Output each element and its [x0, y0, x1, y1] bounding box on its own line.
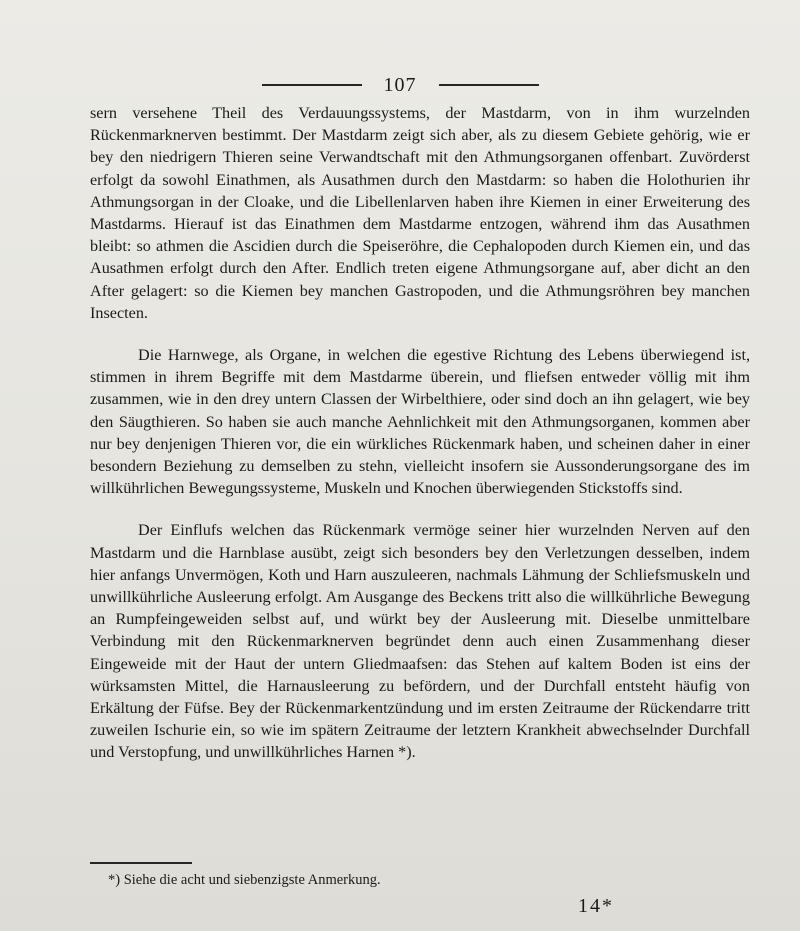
paragraph-2: Die Harnwege, als Organe, in welchen die egestive Richtung des Lebens überwiegend ist, stimmen in ihrem Begriffe mit dem Mastdarme überein, und fliefsen entweder völlig mit ihm zusammen, wie in den drey untern Classen der Wirbelthiere, oder sind doch an ihn gelagert, wie bey den Säugthieren. So haben sie auch manche Aehnlichkeit mit den Athmungsorganen, kommen aber nur bey denjenigen Thieren vor, die ein würkliches Rückenmark haben, und scheinen daher in einer besondern Beziehung zu demselben zu stehn, vielleicht insofern sie Aussonderungsorgane des im willkührlichen Bewegungssysteme, Muskeln und Knochen überwiegenden Stickstoffs sind. [90, 346, 750, 498]
header-rule-right [439, 84, 539, 86]
footnote: *) Siehe die acht und siebenzigste Anmerkung. [108, 872, 381, 888]
paragraph-1: sern versehene Theil des Verdauungssystems, der Mastdarm, von in ihm wurzelnden Rückenmarknerven bestimmt. Der Mastdarm zeigt sich aber, als zu diesem Gebiete gehörig, wie er bey den niedrigern Thieren seine Verwandtschaft mit den Athmungsorganen offenbart. Zuvörderst erfolgt da sowohl Einathmen, als Ausathmen durch den Mastdarm: so haben die Holothurien ihr Athmungsorgan in der Cloake, und die Libellenlarven haben ihre Kiemen in einer Erweiterung des Mastdarms. Hierauf ist das Einathmen dem Mastdarme entzogen, während ihm das Ausathmen bleibt: so athmen die Ascidien durch die Speiseröhre, die Cephalopoden durch Kiemen ein, und das Ausathmen erfolgt durch den After. Endlich treten eigene Athmungsorgane auf, aber dicht an den After gelagert: so die Kiemen bey manchen Gastropoden, und die Athmungsröhren bey manchen Insecten. [90, 104, 750, 322]
header-rule-left [262, 84, 362, 86]
body-text [90, 102, 750, 784]
page-number: 107 [383, 73, 417, 96]
footnote-rule [90, 862, 192, 864]
signature-mark: 14* [578, 895, 614, 917]
page-header [0, 70, 800, 100]
paragraph-3: Der Einflufs welchen das Rückenmark vermöge seiner hier wurzelnden Nerven auf den Mastdarm und die Harnblase ausübt, zeigt sich besonders bey den Verletzungen desselben, indem hier anfangs Unvermögen, Koth und Harn auszuleeren, nachmals Lähmung der Schliefsmuskeln und unwillkührliche Ausleerung erfolgt. Am Ausgange des Beckens tritt also die willkührliche Bewegung an Rumpfeingeweiden selbst auf, und würkt bey der Ausleerung mit. Dieselbe unmittelbare Verbindung mit den Rückenmarknerven begründet denn auch einen Zusammenhang dieser Eingeweide mit der Haut der untern Gliedmaafsen: das Stehen auf kaltem Boden ist eins der würksamsten Mittel, die Harnausleerung zu befördern, und der Durchfall entsteht häufig von Erkältung der Füfse. Bey der Rückenmarkentzündung und im ersten Zeitraume der Rückendarre tritt zuweilen Ischurie ein, so wie im spätern Zeitraume der letztern Krankheit abwechselnder Durchfall und Verstopfung, und unwillkührliches Harnen *). [90, 521, 750, 762]
